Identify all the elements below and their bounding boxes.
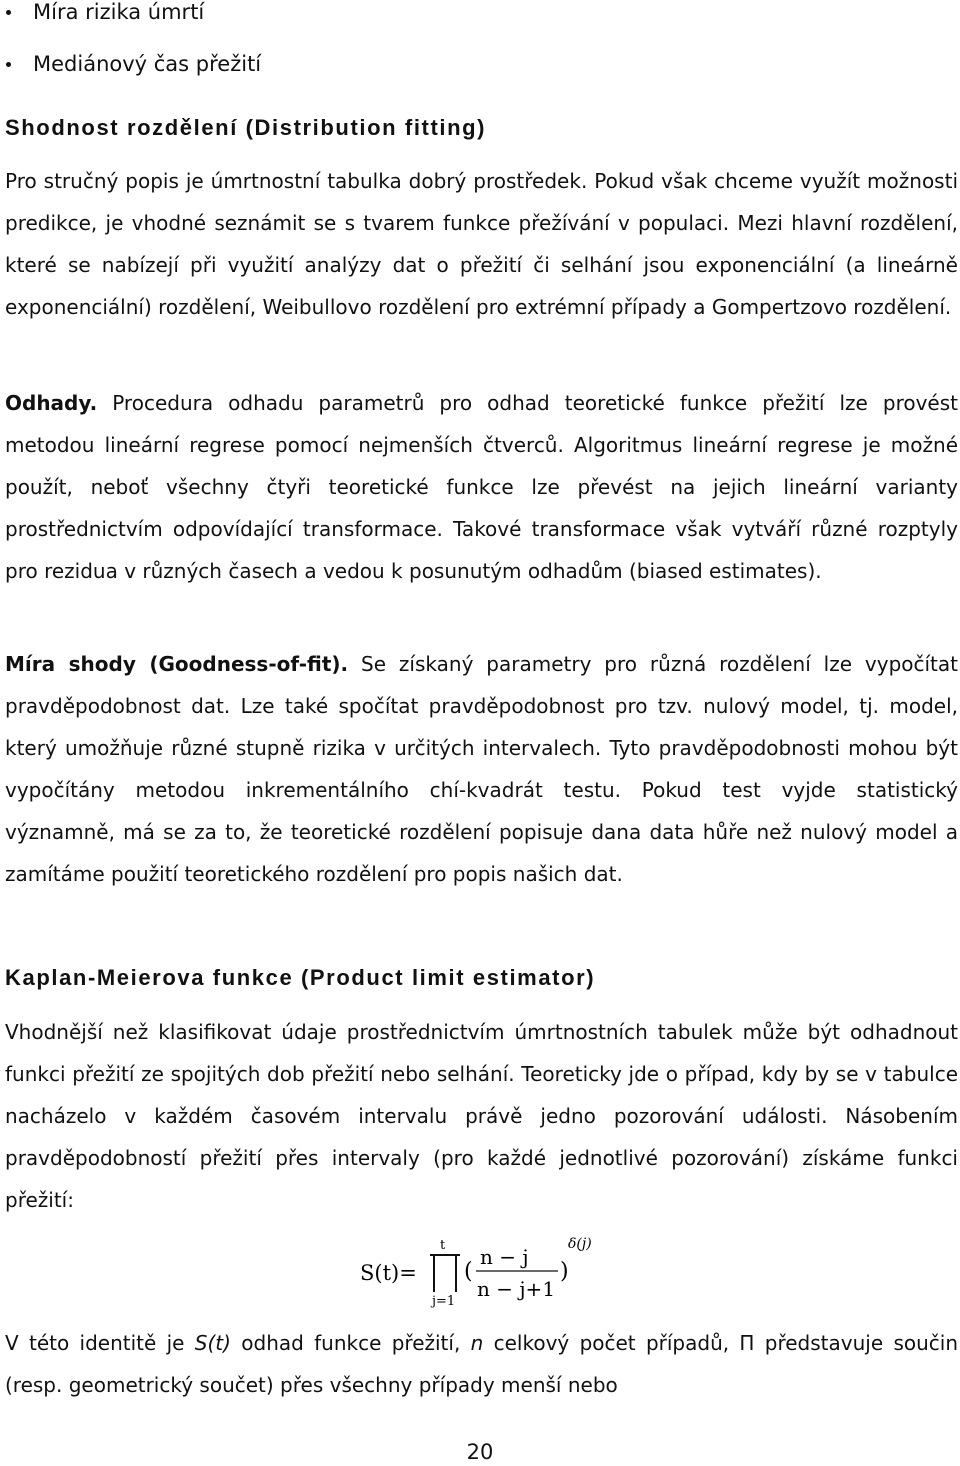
formula-svg — [360, 1234, 620, 1310]
paragraph-estimates — [5, 382, 958, 592]
section-heading-kaplan-meier: Kaplan-Meierova funkce (Product limit estimator) — [5, 965, 596, 990]
formula-exponent: δ(j) — [568, 1236, 592, 1252]
bullet-item — [0, 0, 960, 52]
lead-goodness-of-fit: Míra shody (Goodness-of-fit). — [5, 652, 349, 676]
formula-lower-limit: j=1 — [432, 1294, 456, 1309]
formula-lhs: S(t)= — [360, 1261, 417, 1285]
survival-formula — [360, 1234, 620, 1310]
page-number: 20 — [466, 1440, 494, 1464]
bullet-dot-icon — [6, 62, 11, 67]
formula-right-paren: ) — [560, 1259, 569, 1284]
bullet-dot-icon — [6, 10, 11, 15]
formula-upper-limit: t — [440, 1238, 446, 1253]
section-heading-distribution-fitting: Shodnost rozdělení (Distribution fitting) — [5, 115, 487, 140]
paragraph-intro: Pro stručný popis je úmrtnostní tabulka dobrý prostředek. Pokud však chceme využít možnosti predikce, je vhodné seznámit se s tvarem funkce přežívání v populaci. Mezi hlavní rozdělení, které se nabízejí při využití analýzy dat o přežití či selhání jsou exponenciální (a lineárně exponenciální) rozdělení, Weibullovo rozdělení pro extrémní případy a Gompertzovo rozdělení. — [5, 169, 958, 319]
lead-estimates: Odhady. — [5, 391, 98, 415]
identity-text-b: odhad funkce přežití, — [230, 1331, 471, 1355]
bullet-list — [0, 0, 960, 104]
bullet-text: Mediánový čas přežití — [33, 52, 262, 76]
formula-left-paren: ( — [464, 1259, 473, 1284]
bullet-text: Míra rizika úmrtí — [33, 0, 205, 24]
paragraph-estimates-text: Procedura odhadu parametrů pro odhad teoretické funkce přežití lze provést metodou lineární regrese pomocí nejmenších čtverců. Algoritmus lineární regrese je možné použít, neboť všechny čtyři teoretické funkce lze převést na jejich lineární varianty prostřednictvím odpovídající transformace. Takové transformace však vytváří různé rozptyly pro rezidua v různých časech a vedou k posunutým odhadům (biased estimates). — [5, 391, 958, 583]
identity-st: S(t) — [194, 1331, 231, 1355]
bullet-item — [0, 52, 960, 104]
paragraph-kaplan-meier: Vhodnější než klasifikovat údaje prostřednictvím úmrtnostních tabulek může být odhadnout funkci přežití ze spojitých dob přežití nebo selhání. Teoreticky jde o případ, kdy by se v tabulce nacházelo v každém časovém intervalu právě jedno pozorování události. Násobením pravděpodobností přežití přes intervaly (pro každé jednotlivé pozorování) získáme funkci přežití: — [5, 1020, 958, 1212]
identity-n: n — [470, 1331, 484, 1355]
paragraph-identity — [5, 1322, 958, 1406]
identity-text-c: celkový počet případů, Π představuje součin (resp. geometrický součet) přes všechny případy menší nebo — [5, 1331, 959, 1397]
formula-denominator: n − j+1 — [477, 1277, 556, 1301]
identity-text-a: V této identitě je — [5, 1331, 195, 1355]
product-symbol-icon — [430, 1255, 460, 1292]
formula-numerator: n − j — [480, 1245, 529, 1269]
paragraph-goodness-of-fit — [5, 643, 958, 895]
paragraph-goodness-of-fit-text: Se získaný parametry pro různá rozdělení lze vypočítat pravděpodobnost dat. Lze také spočítat pravděpodobnost pro tzv. nulový model, tj. model, který umožňuje různé stupně rizika v určitých intervalech. Tyto pravděpodobnosti mohou být vypočítány metodou inkrementálního chí-kvadrát testu. Pokud test vyjde statistický významně, má se za to, že teoretické rozdělení popisuje dana data hůře než nulový model a zamítáme použití teoretického rozdělení pro popis našich dat. — [5, 652, 958, 886]
